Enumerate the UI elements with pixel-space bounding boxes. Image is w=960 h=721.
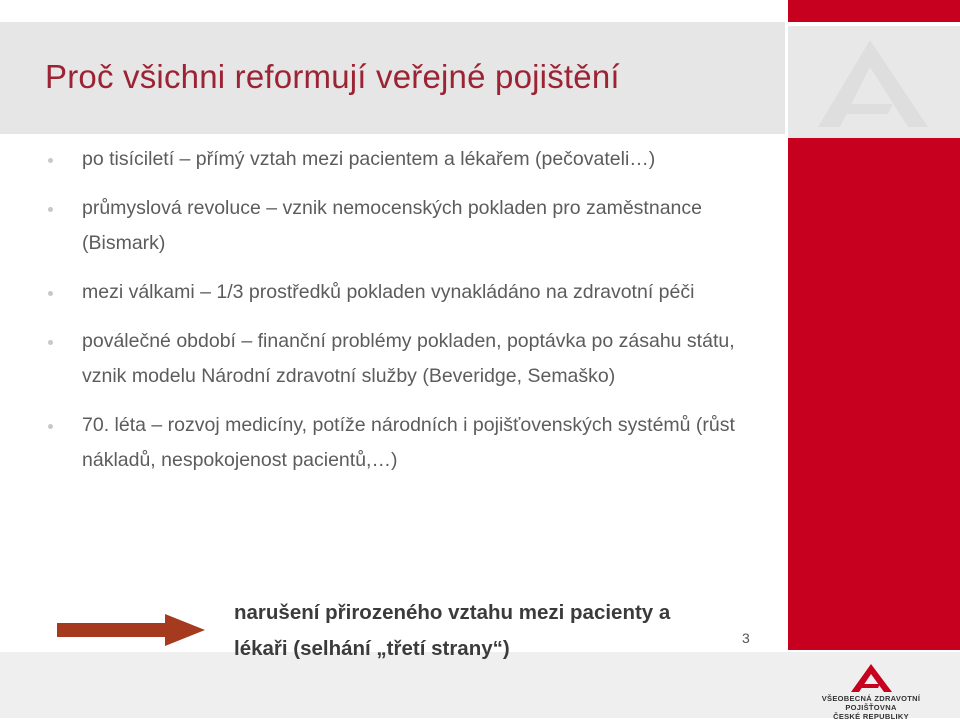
logo-text: VŠEOBECNÁ ZDRAVOTNÍ POJIŠŤOVNA ČESKÉ REPUBLIKY [821,694,921,721]
bullet-item: průmyslová revoluce – vznik nemocenských pokladen pro zaměstnance (Bismark) [48,191,748,261]
bullet-item: 70. léta – rozvoj medicíny, potíže národních i pojišťovenských systémů (růst nákladů, nespokojenost pacientů,…) [48,408,748,478]
vzp-watermark-icon [808,32,938,132]
bullet-list [48,142,748,492]
bullet-item: poválečné období – finanční problémy pokladen, poptávka po zásahu státu, vznik modelu Národní zdravotní služby (Beveridge, Semaško) [48,324,748,394]
bullet-dot [48,424,53,429]
right-arrow-icon [57,612,207,650]
bullet-item: po tisíciletí – přímý vztah mezi pacientem a lékařem (pečovateli…) [48,142,748,177]
bullet-item: mezi válkami – 1/3 prostředků pokladen vynakládáno na zdravotní péči [48,275,748,310]
bullet-dot [48,340,53,345]
right-red-panel [788,138,960,650]
bullet-dot [48,291,53,296]
bullet-dot [48,158,53,163]
page-number: 3 [742,630,750,646]
bullet-dot [48,207,53,212]
top-red-bar [788,0,960,22]
slide-title: Proč všichni reformují veřejné pojištění [45,58,620,95]
conclusion-text: narušení přirozeného vztahu mezi pacienty a lékaři (selhání „třetí strany“) [234,601,671,660]
